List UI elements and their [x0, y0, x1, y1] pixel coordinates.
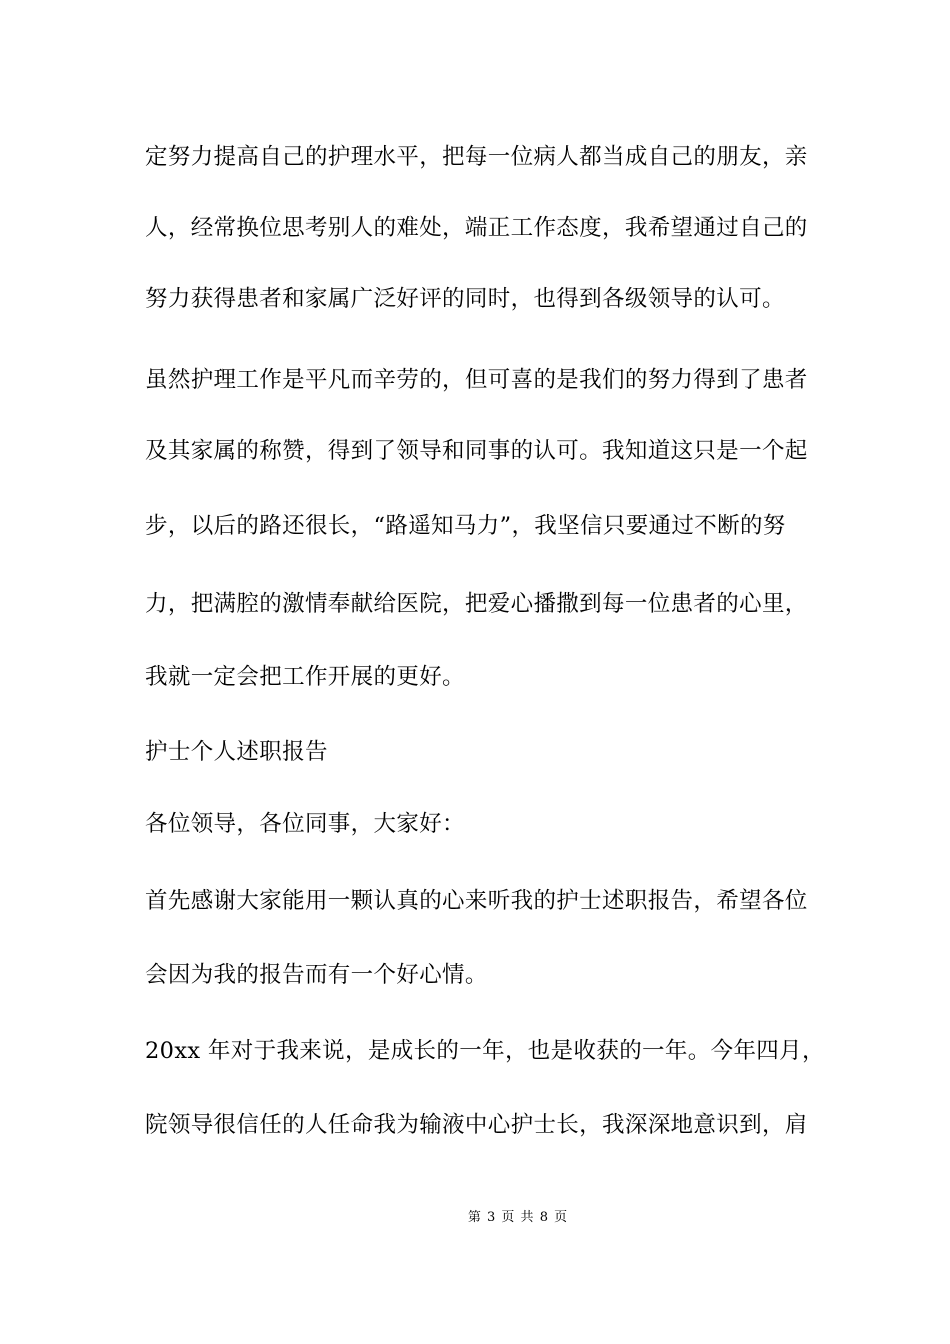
body-text-line: 努力获得患者和家属广泛好评的同时，也得到各级领导的认可。: [145, 286, 785, 312]
body-text-line: 定努力提高自己的护理水平，把每一位病人都当成自己的朋友，亲: [145, 144, 808, 170]
body-text-line: 院领导很信任的人任命我为输液中心护士长，我深深地意识到，肩: [145, 1112, 808, 1138]
body-text-line: 首先感谢大家能用一颗认真的心来听我的护士述职报告，希望各位: [145, 888, 808, 914]
body-text-line: 20xx 年对于我来说，是成长的一年，也是收获的一年。今年四月，: [145, 1038, 825, 1064]
body-text-line: 及其家属的称赞，得到了领导和同事的认可。我知道这只是一个起: [145, 438, 808, 464]
body-text-line: 力，把满腔的激情奉献给医院，把爱心播撒到每一位患者的心里，: [145, 591, 808, 617]
salutation: 各位领导，各位同事，大家好：: [145, 811, 465, 837]
section-heading: 护士个人述职报告: [145, 739, 328, 765]
body-text-line: 我就一定会把工作开展的更好。: [145, 664, 465, 690]
body-text-line: 人，经常换位思考别人的难处，端正工作态度，我希望通过自己的: [145, 215, 808, 241]
body-text-line: 会因为我的报告而有一个好心情。: [145, 962, 488, 988]
page-number-footer: 第 3 页 共 8 页: [467, 1210, 569, 1225]
body-text-line: 虽然护理工作是平凡而辛劳的，但可喜的是我们的努力得到了患者: [145, 367, 808, 393]
body-text-line: 步，以后的路还很长，“路遥知马力”，我坚信只要通过不断的努: [145, 513, 786, 539]
